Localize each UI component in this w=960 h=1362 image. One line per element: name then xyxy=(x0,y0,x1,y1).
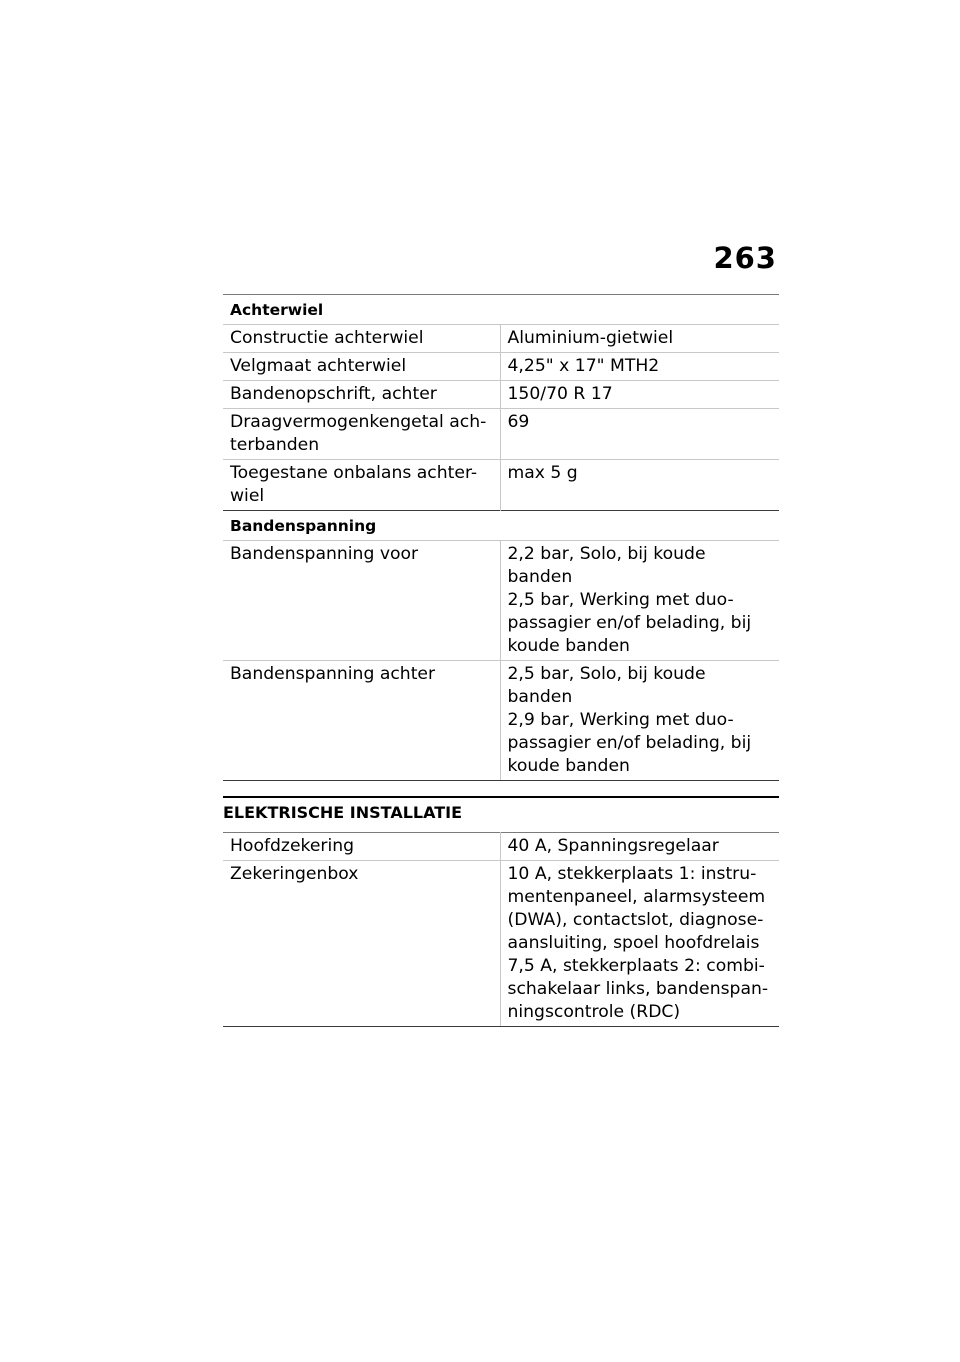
section-title-rear-wheel: Achterwiel xyxy=(223,295,779,325)
spec-value xyxy=(500,541,779,661)
spec-value-line: 69 xyxy=(507,412,530,432)
spec-label: Hoofdzekering xyxy=(230,836,355,856)
table-row xyxy=(223,541,779,661)
spec-value-line: Aluminium-gietwiel xyxy=(507,328,674,348)
spec-value-line: 7,5 A, stekkerplaats 2: combi-schakelaar links, bandenspan-ningscontrole (RDC) xyxy=(507,956,769,1022)
spec-value-line: 150/70 R 17 xyxy=(507,384,613,404)
section-header-rear-wheel xyxy=(223,295,779,325)
spec-value xyxy=(500,460,779,511)
chapter-title-electrical: ELEKTRISCHE INSTALLATIE xyxy=(223,796,779,832)
spec-value xyxy=(500,325,779,353)
spec-label: Bandenspanning achter xyxy=(223,661,500,781)
spec-value-line: 2,5 bar, Werking met duo-passagier en/of belading, bij koude banden xyxy=(507,590,752,656)
table-row xyxy=(223,353,779,381)
page-content xyxy=(223,294,779,1027)
spec-value-line: 4,25" x 17" MTH2 xyxy=(507,356,660,376)
spec-label: Bandenopschrift, achter xyxy=(223,381,500,409)
wheels-spec-table xyxy=(223,294,779,781)
spec-label: Toegestane onbalans achter-wiel xyxy=(223,460,500,511)
spec-value xyxy=(500,381,779,409)
spec-label: Draagvermogenkengetal ach-terbanden xyxy=(223,409,500,460)
spec-value-line: 2,2 bar, Solo, bij koude banden xyxy=(507,544,706,587)
spec-value-line: 40 A, Spanningsregelaar xyxy=(507,836,719,856)
page-number: 263 xyxy=(713,241,777,275)
section-header-tire-pressure xyxy=(223,511,779,541)
spec-value xyxy=(500,861,779,1027)
spec-value-line: 10 A, stekkerplaats 1: instru-mentenpaneel, alarmsysteem (DWA), contactslot, diagnose-aansluiting, spoel hoofdrelais xyxy=(507,864,766,953)
section-title-tire-pressure: Bandenspanning xyxy=(223,511,779,541)
table-row xyxy=(223,325,779,353)
spec-label: Constructie achterwiel xyxy=(223,325,500,353)
spec-value xyxy=(500,353,779,381)
spec-value xyxy=(500,833,779,861)
spec-value-line: 2,5 bar, Solo, bij koude banden xyxy=(507,664,706,707)
spec-label: Zekeringenbox xyxy=(223,861,500,1027)
spec-value xyxy=(500,661,779,781)
spec-label: Bandenspanning voor xyxy=(223,541,500,661)
table-row xyxy=(223,661,779,781)
table-row xyxy=(223,861,779,1027)
table-row xyxy=(223,409,779,460)
spec-value-line: max 5 g xyxy=(507,463,578,483)
spec-value-line: 2,9 bar, Werking met duo-passagier en/of belading, bij koude banden xyxy=(507,710,752,776)
table-row xyxy=(223,381,779,409)
electrical-spec-table xyxy=(223,832,779,1027)
spec-value xyxy=(500,409,779,460)
table-row xyxy=(223,460,779,511)
table-row xyxy=(223,833,779,861)
spec-label: Velgmaat achterwiel xyxy=(223,353,500,381)
